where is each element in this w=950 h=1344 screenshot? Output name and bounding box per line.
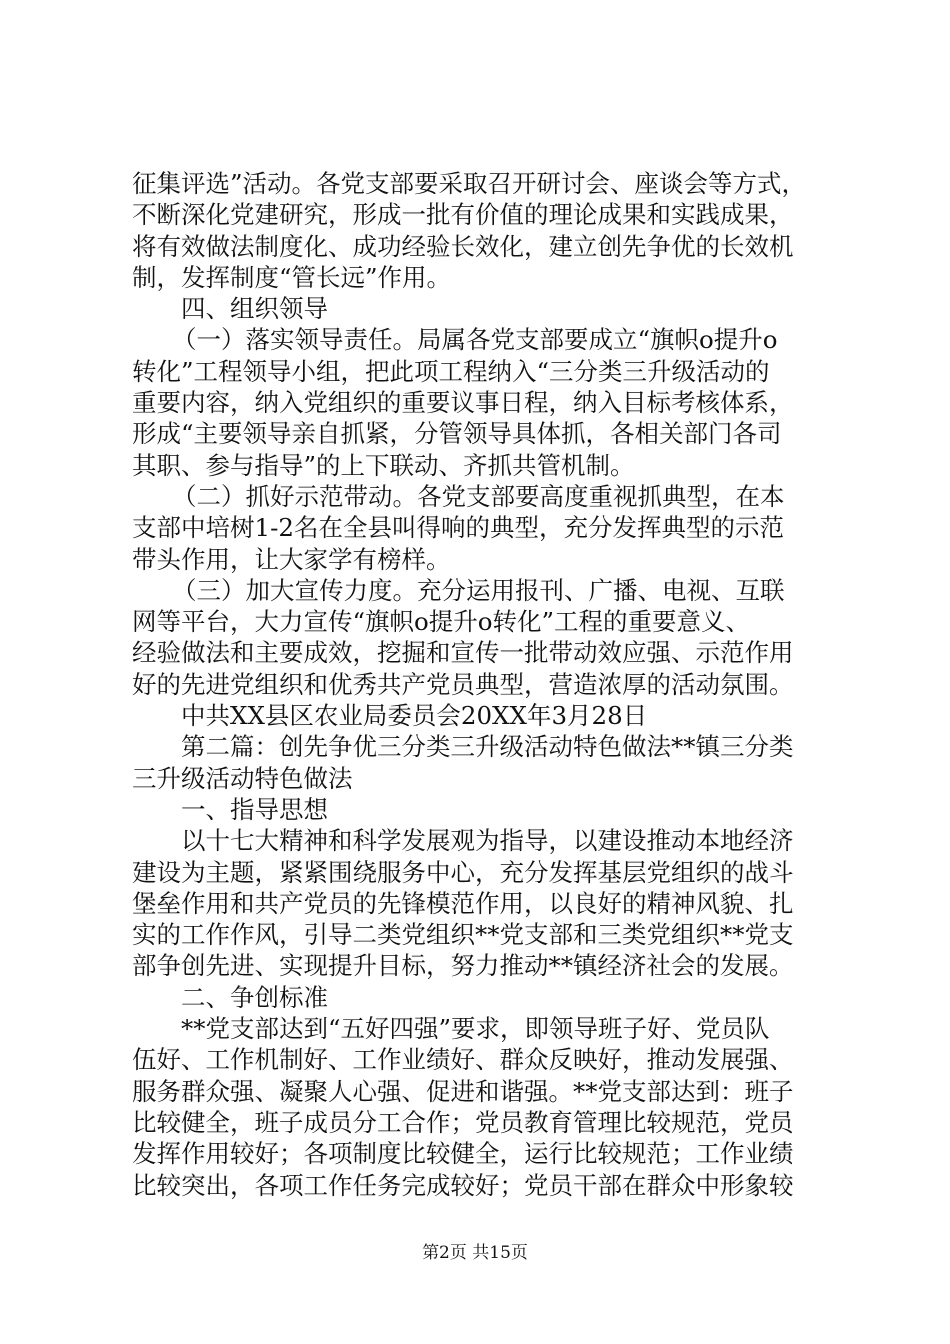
text-line: 重要内容，纳入党组织的重要议事日程，纳入目标考核体系， <box>132 388 794 418</box>
text-line: 网等平台，大力宣传“旗帜ο提升ο转化”工程的重要意义、 <box>132 607 751 637</box>
text-line: 发挥作用较好；各项制度比较健全，运行比较规范；工作业绩 <box>132 1139 794 1169</box>
text-line: （三）加大宣传力度。充分运用报刊、广播、电视、互联 <box>172 575 785 605</box>
text-line: 三升级活动特色做法 <box>132 763 353 793</box>
text-line: 伍好、工作机制好、工作业绩好、群众反映好，推动发展强、 <box>132 1045 794 1075</box>
text-line: **党支部达到“五好四强”要求，即领导班子好、党员队 <box>181 1014 770 1044</box>
page-footer: 第2页 共15页 <box>422 1243 528 1263</box>
text-line: 以十七大精神和科学发展观为指导，以建设推动本地经济 <box>181 826 794 856</box>
text-line: 其职、参与指导”的上下联动、齐抓共管机制。 <box>132 450 635 480</box>
text-line: 将有效做法制度化、成功经验长效化，建立创先争优的长效机 <box>132 231 794 261</box>
text-line: （二）抓好示范带动。各党支部要高度重视抓典型，在本 <box>172 481 785 511</box>
text-line: 经验做法和主要成效，挖掘和宣传一批带动效应强、示范作用 <box>132 638 794 668</box>
text-line: 征集评选”活动。各党支部要采取召开研讨会、座谈会等方式， <box>132 169 807 198</box>
text-line: 实的工作作风，引导二类党组织**党支部和三类党组织**党支 <box>132 920 794 950</box>
text-line: 比较健全，班子成员分工合作；党员教育管理比较规范，党员 <box>132 1107 794 1137</box>
text-line: 好的先进党组织和优秀共产党员典型，营造浓厚的活动氛围。 <box>132 669 794 699</box>
text-line: 转化”工程领导小组，把此项工程纳入“三分类三升级活动的 <box>132 356 770 386</box>
text-line: 建设为主题，紧紧围绕服务中心，充分发挥基层党组织的战斗 <box>132 857 794 887</box>
document-body <box>132 168 832 1201</box>
text-line: 部争创先进、实现提升目标，努力推动**镇经济社会的发展。 <box>132 951 794 981</box>
text-line: 形成“主要领导亲自抓紧，分管领导具体抓，各相关部门各司 <box>132 419 782 449</box>
text-line: 不断深化党建研究，形成一批有价值的理论成果和实践成果， <box>132 200 794 230</box>
text-line: 二、争创标准 <box>181 982 328 1012</box>
text-line: 中共XX县区农业局委员会20XX年3月28日 <box>181 701 648 731</box>
text-line: 支部中培树1-2名在全县叫得响的典型，充分发挥典型的示范 <box>132 513 784 543</box>
text-line: 第二篇：创先争优三分类三升级活动特色做法**镇三分类 <box>181 732 794 762</box>
text-line: 服务群众强、凝聚人心强、促进和谐强。**党支部达到：班子 <box>132 1076 794 1106</box>
text-line: 制，发挥制度“管长远”作用。 <box>132 262 452 292</box>
text-line: 一、指导思想 <box>181 794 328 824</box>
text-line: 比较突出，各项工作任务完成较好；党员干部在群众中形象较 <box>132 1170 794 1200</box>
text-line: （一）落实领导责任。局属各党支部要成立“旗帜ο提升ο <box>172 325 778 355</box>
text-line: 四、组织领导 <box>181 294 328 324</box>
text-line: 带头作用，让大家学有榜样。 <box>132 544 451 574</box>
text-line: 堡垒作用和共产党员的先锋模范作用，以良好的精神风貌、扎 <box>132 888 794 918</box>
